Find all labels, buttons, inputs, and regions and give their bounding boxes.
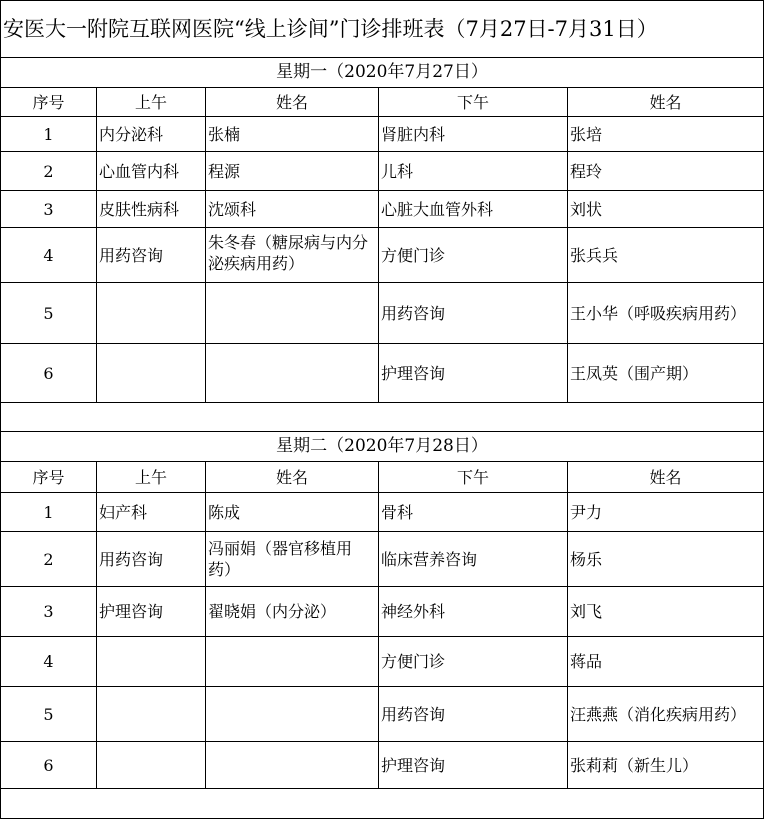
row-number: 6: [1, 344, 97, 403]
header-am: 上午: [97, 88, 206, 117]
am-doctor: [206, 283, 379, 344]
am-doctor: 翟晓娟（内分泌）: [206, 587, 379, 637]
pm-doctor: 张培: [568, 117, 764, 152]
am-doctor: 张楠: [206, 117, 379, 152]
spacer-row: [1, 789, 764, 819]
title-row: [1, 1, 764, 58]
header-am: 上午: [97, 462, 206, 493]
table-row: [1, 742, 764, 789]
pm-doctor: 尹力: [568, 493, 764, 532]
am-department: 内分泌科: [97, 117, 206, 152]
column-header-row: [1, 88, 764, 117]
table-row: [1, 191, 764, 228]
pm-department: 方便门诊: [379, 637, 568, 687]
pm-department: 护理咨询: [379, 344, 568, 403]
am-department: 护理咨询: [97, 587, 206, 637]
spacer-cell: [1, 789, 764, 819]
pm-doctor: 汪燕燕（消化疾病用药）: [568, 687, 764, 742]
pm-doctor: 张兵兵: [568, 228, 764, 283]
pm-department: 心脏大血管外科: [379, 191, 568, 228]
pm-doctor: 刘飞: [568, 587, 764, 637]
row-number: 1: [1, 493, 97, 532]
header-seq: 序号: [1, 88, 97, 117]
am-doctor: [206, 344, 379, 403]
row-number: 6: [1, 742, 97, 789]
am-department: 用药咨询: [97, 532, 206, 587]
pm-department: 神经外科: [379, 587, 568, 637]
table-row: [1, 637, 764, 687]
table-row: [1, 493, 764, 532]
table-row: [1, 228, 764, 283]
table-row: [1, 344, 764, 403]
pm-department: 用药咨询: [379, 283, 568, 344]
row-number: 2: [1, 532, 97, 587]
am-department: [97, 687, 206, 742]
am-doctor: [206, 687, 379, 742]
header-name: 姓名: [206, 462, 379, 493]
spacer-cell: [1, 403, 764, 432]
pm-department: 肾脏内科: [379, 117, 568, 152]
am-department: 用药咨询: [97, 228, 206, 283]
pm-department: 护理咨询: [379, 742, 568, 789]
header-pm: 下午: [379, 88, 568, 117]
row-number: 4: [1, 228, 97, 283]
pm-doctor: 程玲: [568, 152, 764, 191]
table-row: [1, 587, 764, 637]
row-number: 4: [1, 637, 97, 687]
column-header-row: [1, 462, 764, 493]
pm-doctor: 张莉莉（新生儿）: [568, 742, 764, 789]
pm-department: 骨科: [379, 493, 568, 532]
day-heading-row: [1, 58, 764, 88]
pm-department: 临床营养咨询: [379, 532, 568, 587]
pm-doctor: 杨乐: [568, 532, 764, 587]
am-doctor: [206, 742, 379, 789]
table-row: [1, 687, 764, 742]
am-department: [97, 742, 206, 789]
day-heading-row: [1, 432, 764, 462]
am-department: [97, 344, 206, 403]
row-number: 5: [1, 283, 97, 344]
pm-doctor: 蒋品: [568, 637, 764, 687]
am-doctor: 朱冬春（糖尿病与内分泌疾病用药）: [206, 228, 379, 283]
day-heading: 星期一（2020年7月27日）: [1, 58, 764, 88]
page-title: 安医大一附院互联网医院“线上诊间”门诊排班表（7月27日-7月31日）: [1, 1, 764, 58]
am-doctor: [206, 637, 379, 687]
am-department: [97, 283, 206, 344]
row-number: 3: [1, 191, 97, 228]
header-name-2: 姓名: [568, 88, 764, 117]
table-row: [1, 117, 764, 152]
day-heading: 星期二（2020年7月28日）: [1, 432, 764, 462]
pm-doctor: 王凤英（围产期）: [568, 344, 764, 403]
row-number: 2: [1, 152, 97, 191]
pm-department: 用药咨询: [379, 687, 568, 742]
row-number: 5: [1, 687, 97, 742]
pm-doctor: 王小华（呼吸疾病用药）: [568, 283, 764, 344]
am-department: [97, 637, 206, 687]
pm-department: 儿科: [379, 152, 568, 191]
am-doctor: 程源: [206, 152, 379, 191]
table-row: [1, 532, 764, 587]
pm-department: 方便门诊: [379, 228, 568, 283]
header-pm: 下午: [379, 462, 568, 493]
header-name-2: 姓名: [568, 462, 764, 493]
table-row: [1, 283, 764, 344]
row-number: 1: [1, 117, 97, 152]
table-row: [1, 152, 764, 191]
am-doctor: 陈成: [206, 493, 379, 532]
am-doctor: 冯丽娟（器官移植用药）: [206, 532, 379, 587]
pm-doctor: 刘状: [568, 191, 764, 228]
am-department: 心血管内科: [97, 152, 206, 191]
am-department: 皮肤性病科: [97, 191, 206, 228]
spacer-row: [1, 403, 764, 432]
am-department: 妇产科: [97, 493, 206, 532]
header-seq: 序号: [1, 462, 97, 493]
header-name: 姓名: [206, 88, 379, 117]
row-number: 3: [1, 587, 97, 637]
am-doctor: 沈颂科: [206, 191, 379, 228]
